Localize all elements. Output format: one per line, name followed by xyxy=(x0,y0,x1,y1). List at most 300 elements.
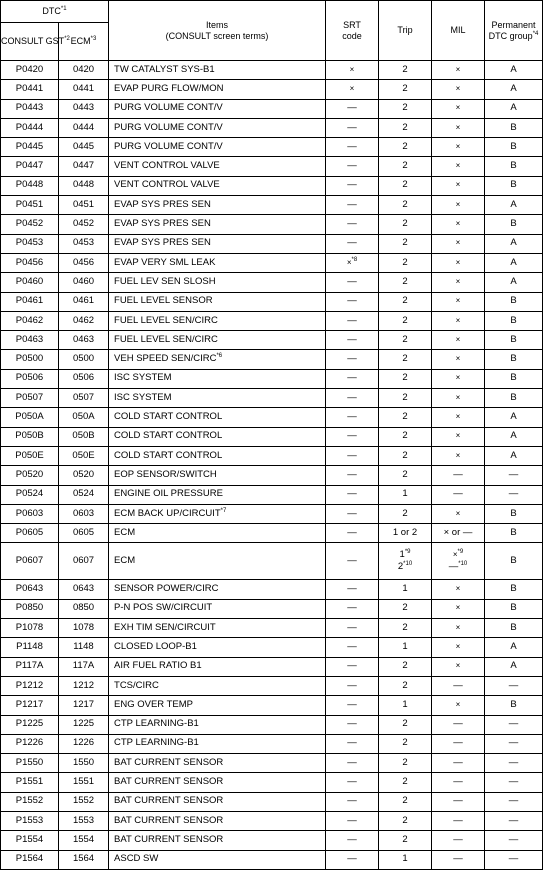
item-cell xyxy=(109,61,326,80)
table-row xyxy=(1,118,543,137)
trip-value: 2 xyxy=(402,82,408,94)
permanent-dtc-cell: A xyxy=(485,61,543,80)
item-cell xyxy=(109,504,326,523)
trip-cell xyxy=(379,504,432,523)
permanent-dtc-cell: B xyxy=(485,118,543,137)
srt-cell xyxy=(326,734,379,753)
trip-cell xyxy=(379,446,432,465)
item-text: COLD START CONTROL xyxy=(114,449,223,461)
trip-cell xyxy=(379,734,432,753)
consult-gst-cell: P0420 xyxy=(1,61,59,80)
item-cell xyxy=(109,446,326,465)
srt-cell xyxy=(326,118,379,137)
consult-gst-cell: P0451 xyxy=(1,196,59,215)
mil-cell xyxy=(432,543,485,580)
trip-value: 1 xyxy=(402,488,408,500)
ecm-cell: 0447 xyxy=(59,157,109,176)
mil-cell xyxy=(432,715,485,734)
mil-value: × xyxy=(455,699,461,709)
trip-value: 1 xyxy=(402,698,408,710)
srt-cell xyxy=(326,273,379,292)
trip-footnote: *9 xyxy=(404,549,411,556)
item-text: ENGINE OIL PRESSURE xyxy=(114,488,223,500)
item-cell xyxy=(109,311,326,330)
ecm-cell: 1564 xyxy=(59,850,109,869)
ecm-cell: 0603 xyxy=(59,504,109,523)
trip-value: 1 xyxy=(402,641,408,652)
srt-cell xyxy=(326,676,379,695)
mil-value: — xyxy=(453,488,463,500)
srt-value: — xyxy=(347,602,357,614)
mil-value: × xyxy=(455,392,461,402)
mil-value: × xyxy=(455,584,461,594)
mil-value: × xyxy=(455,412,461,422)
mil-cell xyxy=(432,215,485,234)
srt-cell xyxy=(326,543,379,580)
mil-cell xyxy=(432,792,485,811)
trip-cell xyxy=(379,619,432,638)
mil-cell xyxy=(432,80,485,99)
ecm-cell: 1552 xyxy=(59,792,109,811)
consult-gst-cell: P1225 xyxy=(1,715,59,734)
trip-value: 2 xyxy=(402,430,408,442)
mil-cell xyxy=(432,754,485,773)
consult-gst-cell: P0506 xyxy=(1,369,59,388)
permanent-dtc-cell: — xyxy=(485,792,543,811)
consult-gst-cell: P0456 xyxy=(1,253,59,272)
trip-cell xyxy=(379,234,432,253)
permanent-dtc-cell: — xyxy=(485,831,543,850)
permanent-dtc-cell: — xyxy=(485,773,543,792)
ecm-cell: 1212 xyxy=(59,676,109,695)
trip-cell xyxy=(379,331,432,350)
table-row xyxy=(1,292,543,311)
srt-cell xyxy=(326,215,379,234)
srt-value: — xyxy=(347,641,357,652)
item-text: P-N POS SW/CIRCUIT xyxy=(114,602,213,614)
trip-value: 2 xyxy=(402,63,408,75)
ecm-cell: 1551 xyxy=(59,773,109,792)
items-header: Items (CONSULT screen terms) xyxy=(109,1,326,61)
trip-cell xyxy=(379,792,432,811)
consult-gst-cell: P1552 xyxy=(1,792,59,811)
permanent-dtc-cell: B xyxy=(485,176,543,195)
permanent-dtc-cell: B xyxy=(485,504,543,523)
srt-value: — xyxy=(347,430,357,442)
srt-value: — xyxy=(347,660,357,672)
consult-gst-cell: P0453 xyxy=(1,234,59,253)
srt-value: — xyxy=(347,621,357,633)
srt-value: — xyxy=(347,198,357,210)
srt-footnote: *8 xyxy=(351,256,358,263)
permanent-dtc-cell: A xyxy=(485,99,543,118)
consult-gst-header: CONSULT GST$^{*2}$ xyxy=(1,23,59,61)
consult-gst-cell: P0524 xyxy=(1,485,59,504)
item-text: AIR FUEL RATIO B1 xyxy=(114,660,202,672)
item-text: BAT CURRENT SENSOR xyxy=(114,795,224,807)
trip-value: 2 xyxy=(402,737,408,749)
srt-cell xyxy=(326,657,379,676)
trip-cell xyxy=(379,485,432,504)
permanent-dtc-cell: B xyxy=(485,157,543,176)
consult-gst-cell: P1550 xyxy=(1,754,59,773)
permanent-dtc-cell: B xyxy=(485,543,543,580)
mil-value: × xyxy=(455,661,461,671)
srt-cell xyxy=(326,389,379,408)
srt-cell xyxy=(326,715,379,734)
ecm-cell: 050E xyxy=(59,446,109,465)
item-cell xyxy=(109,715,326,734)
ecm-cell: 0463 xyxy=(59,331,109,350)
srt-cell xyxy=(326,485,379,504)
permanent-dtc-cell: B xyxy=(485,311,543,330)
mil-value: × xyxy=(455,180,461,190)
item-footnote: *6 xyxy=(216,353,223,360)
item-text: EVAP VERY SML LEAK xyxy=(114,256,216,268)
ecm-cell: 0507 xyxy=(59,389,109,408)
ecm-cell: 0607 xyxy=(59,543,109,580)
trip-value: 2 xyxy=(402,449,408,461)
consult-gst-cell: P0447 xyxy=(1,157,59,176)
permanent-dtc-cell: B xyxy=(485,389,543,408)
trip-value: 2 xyxy=(402,314,408,326)
mil-header: MIL xyxy=(432,1,485,61)
item-text: ECM xyxy=(114,554,136,566)
mil-value: × xyxy=(455,64,461,74)
item-text: TCS/CIRC xyxy=(114,679,159,691)
srt-value: — xyxy=(347,449,357,461)
consult-gst-cell: P0850 xyxy=(1,599,59,618)
permanent-dtc-cell: A xyxy=(485,638,543,657)
table-row xyxy=(1,253,543,272)
srt-value: — xyxy=(347,554,357,566)
permanent-dtc-cell: — xyxy=(485,676,543,695)
trip-cell xyxy=(379,99,432,118)
mil-cell xyxy=(432,524,485,543)
consult-gst-cell: P1554 xyxy=(1,831,59,850)
permanent-dtc-cell: A xyxy=(485,253,543,272)
mil-footnote: *10 xyxy=(458,561,468,568)
consult-gst-cell: P0452 xyxy=(1,215,59,234)
item-cell xyxy=(109,196,326,215)
table-row xyxy=(1,466,543,485)
trip-cell xyxy=(379,543,432,580)
item-cell xyxy=(109,580,326,599)
trip-cell xyxy=(379,427,432,446)
consult-gst-cell: P1078 xyxy=(1,619,59,638)
table-row xyxy=(1,138,543,157)
permanent-dtc-cell: B xyxy=(485,350,543,369)
item-cell xyxy=(109,524,326,543)
trip-cell xyxy=(379,350,432,369)
srt-cell xyxy=(326,754,379,773)
ecm-cell: 0460 xyxy=(59,273,109,292)
trip-cell xyxy=(379,524,432,543)
item-text: ENG OVER TEMP xyxy=(114,698,194,710)
table-row xyxy=(1,734,543,753)
mil-value: × xyxy=(455,103,461,113)
ecm-cell: 0461 xyxy=(59,292,109,311)
srt-value: — xyxy=(347,814,357,826)
srt-value: — xyxy=(347,275,357,287)
trip-value: 1 xyxy=(402,853,408,865)
mil-value: × xyxy=(455,354,461,364)
srt-value: — xyxy=(347,698,357,710)
item-cell xyxy=(109,215,326,234)
mil-value: × xyxy=(455,450,461,460)
mil-line xyxy=(432,561,484,573)
ecm-cell: 1553 xyxy=(59,811,109,830)
srt-value: — xyxy=(347,372,357,384)
trip-value: 2 xyxy=(402,333,408,345)
item-text: ISC SYSTEM xyxy=(114,391,172,403)
trip-cell xyxy=(379,196,432,215)
mil-value: — xyxy=(453,776,463,788)
ecm-cell: 0444 xyxy=(59,118,109,137)
table-row xyxy=(1,196,543,215)
trip-cell xyxy=(379,138,432,157)
ecm-cell: 0500 xyxy=(59,350,109,369)
trip-cell xyxy=(379,311,432,330)
table-row xyxy=(1,80,543,99)
consult-gst-cell: P0441 xyxy=(1,80,59,99)
mil-cell xyxy=(432,657,485,676)
trip-value: 2 xyxy=(402,275,408,287)
item-text: FUEL LEVEL SEN/CIRC xyxy=(114,333,218,345)
table-row xyxy=(1,580,543,599)
table-row xyxy=(1,389,543,408)
item-text: SENSOR POWER/CIRC xyxy=(114,583,219,595)
mil-cell xyxy=(432,118,485,137)
mil-cell xyxy=(432,734,485,753)
srt-cell xyxy=(326,619,379,638)
consult-gst-cell: P050A xyxy=(1,408,59,427)
ecm-cell: 1148 xyxy=(59,638,109,657)
trip-value: 2 xyxy=(402,411,408,423)
srt-cell xyxy=(326,408,379,427)
srt-value: — xyxy=(347,488,357,500)
mil-value: × xyxy=(455,603,461,613)
mil-value: — xyxy=(453,679,463,691)
item-cell xyxy=(109,773,326,792)
trip-cell xyxy=(379,215,432,234)
trip-cell xyxy=(379,599,432,618)
mil-value: × xyxy=(455,276,461,286)
mil-cell xyxy=(432,61,485,80)
mil-value: — xyxy=(453,756,463,768)
item-cell xyxy=(109,118,326,137)
trip-value: 2 xyxy=(397,561,404,573)
mil-cell xyxy=(432,350,485,369)
ecm-cell: 0643 xyxy=(59,580,109,599)
item-text: CLOSED LOOP-B1 xyxy=(114,641,197,652)
srt-value: — xyxy=(347,468,357,480)
mil-value: × xyxy=(455,373,461,383)
table-row xyxy=(1,176,543,195)
srt-cell xyxy=(326,253,379,272)
mil-cell xyxy=(432,773,485,792)
item-text: EVAP SYS PRES SEN xyxy=(114,237,211,249)
trip-cell xyxy=(379,773,432,792)
mil-value: × xyxy=(455,622,461,632)
table-row xyxy=(1,543,543,580)
table-row xyxy=(1,215,543,234)
item-cell xyxy=(109,543,326,580)
item-cell xyxy=(109,754,326,773)
permanent-dtc-cell: A xyxy=(485,234,543,253)
consult-gst-cell: P0605 xyxy=(1,524,59,543)
consult-gst-cell: P0445 xyxy=(1,138,59,157)
consult-gst-cell: P1148 xyxy=(1,638,59,657)
table-row xyxy=(1,676,543,695)
mil-value: — xyxy=(453,795,463,807)
mil-value: × xyxy=(455,642,461,651)
ecm-cell: 0445 xyxy=(59,138,109,157)
mil-cell xyxy=(432,369,485,388)
srt-cell xyxy=(326,466,379,485)
permanent-dtc-cell: A xyxy=(485,196,543,215)
mil-cell xyxy=(432,234,485,253)
srt-header: SRT code xyxy=(326,1,379,61)
mil-cell xyxy=(432,311,485,330)
mil-value: × xyxy=(455,508,461,518)
trip-cell xyxy=(379,176,432,195)
mil-line xyxy=(432,549,484,561)
trip-value: 2 xyxy=(402,295,408,307)
srt-cell xyxy=(326,696,379,715)
srt-cell xyxy=(326,292,379,311)
srt-value: — xyxy=(347,179,357,191)
item-cell xyxy=(109,619,326,638)
table-row xyxy=(1,427,543,446)
ecm-cell: 0420 xyxy=(59,61,109,80)
consult-gst-cell: P1551 xyxy=(1,773,59,792)
srt-value: — xyxy=(347,121,357,133)
trip-cell xyxy=(379,638,432,657)
srt-value: × xyxy=(346,257,352,267)
mil-value: — xyxy=(453,833,463,845)
trip-value: 2 xyxy=(402,660,408,672)
permanent-dtc-cell: — xyxy=(485,734,543,753)
item-cell xyxy=(109,831,326,850)
mil-cell xyxy=(432,292,485,311)
trip-value: 2 xyxy=(402,353,408,365)
item-cell xyxy=(109,599,326,618)
consult-gst-cell: P0520 xyxy=(1,466,59,485)
item-cell xyxy=(109,369,326,388)
item-cell xyxy=(109,734,326,753)
permanent-dtc-cell: B xyxy=(485,696,543,715)
ecm-cell: 117A xyxy=(59,657,109,676)
consult-gst-cell: P0444 xyxy=(1,118,59,137)
item-cell xyxy=(109,80,326,99)
table-row xyxy=(1,831,543,850)
item-text: ISC SYSTEM xyxy=(114,372,172,384)
trip-value: 2 xyxy=(402,756,408,768)
ecm-cell: 0441 xyxy=(59,80,109,99)
permanent-dtc-cell: A xyxy=(485,273,543,292)
mil-value: — xyxy=(453,853,463,865)
ecm-cell: 1550 xyxy=(59,754,109,773)
trip-value: 2 xyxy=(402,776,408,788)
mil-cell xyxy=(432,850,485,869)
trip-value: 2 xyxy=(402,602,408,614)
item-text: VENT CONTROL VALVE xyxy=(114,179,220,191)
trip-value: 2 xyxy=(402,372,408,384)
item-text: EVAP PURG FLOW/MON xyxy=(114,82,224,94)
item-text: COLD START CONTROL xyxy=(114,430,223,442)
item-text: FUEL LEV SEN SLOSH xyxy=(114,275,216,287)
srt-cell xyxy=(326,61,379,80)
table-row xyxy=(1,638,543,657)
srt-cell xyxy=(326,638,379,657)
permanent-dtc-cell: — xyxy=(485,466,543,485)
item-text: BAT CURRENT SENSOR xyxy=(114,814,224,826)
trip-value: 2 xyxy=(402,218,408,230)
mil-cell xyxy=(432,427,485,446)
ecm-cell: 050B xyxy=(59,427,109,446)
mil-cell xyxy=(432,485,485,504)
trip-cell xyxy=(379,676,432,695)
srt-value: — xyxy=(347,237,357,249)
srt-value: — xyxy=(347,218,357,230)
srt-cell xyxy=(326,234,379,253)
srt-cell xyxy=(326,792,379,811)
permanent-dtc-cell: — xyxy=(485,850,543,869)
mil-cell xyxy=(432,504,485,523)
mil-value: — xyxy=(448,561,459,573)
srt-value: — xyxy=(347,295,357,307)
item-cell xyxy=(109,234,326,253)
ecm-cell: 0453 xyxy=(59,234,109,253)
mil-value: × xyxy=(455,238,461,248)
ecm-cell: 0524 xyxy=(59,485,109,504)
srt-value: — xyxy=(347,507,357,519)
mil-cell xyxy=(432,466,485,485)
trip-cell xyxy=(379,118,432,137)
table-row xyxy=(1,99,543,118)
trip-value: 2 xyxy=(402,507,408,519)
ecm-cell: 1217 xyxy=(59,696,109,715)
trip-cell xyxy=(379,754,432,773)
trip-value: 2 xyxy=(402,237,408,249)
srt-value: — xyxy=(347,833,357,845)
table-row xyxy=(1,792,543,811)
ecm-header: ECM$^{*3}$ xyxy=(59,23,109,61)
table-row xyxy=(1,485,543,504)
table-row xyxy=(1,657,543,676)
trip-value: 2 xyxy=(402,256,408,268)
item-text: EOP SENSOR/SWITCH xyxy=(114,468,217,480)
mil-cell xyxy=(432,273,485,292)
trip-value: 1 or 2 xyxy=(392,526,418,538)
item-text: EVAP SYS PRES SEN xyxy=(114,198,211,210)
item-text: COLD START CONTROL xyxy=(114,411,223,423)
srt-cell xyxy=(326,311,379,330)
mil-value: × xyxy=(455,141,461,151)
item-text: TW CATALYST SYS-B1 xyxy=(114,63,215,75)
mil-footnote: *9 xyxy=(457,549,464,556)
srt-cell xyxy=(326,350,379,369)
table-row xyxy=(1,157,543,176)
mil-cell xyxy=(432,99,485,118)
mil-value: × or — xyxy=(443,526,473,538)
item-cell xyxy=(109,389,326,408)
trip-value: 2 xyxy=(402,814,408,826)
ecm-cell: 0448 xyxy=(59,176,109,195)
mil-value: × xyxy=(455,122,461,132)
item-cell xyxy=(109,99,326,118)
